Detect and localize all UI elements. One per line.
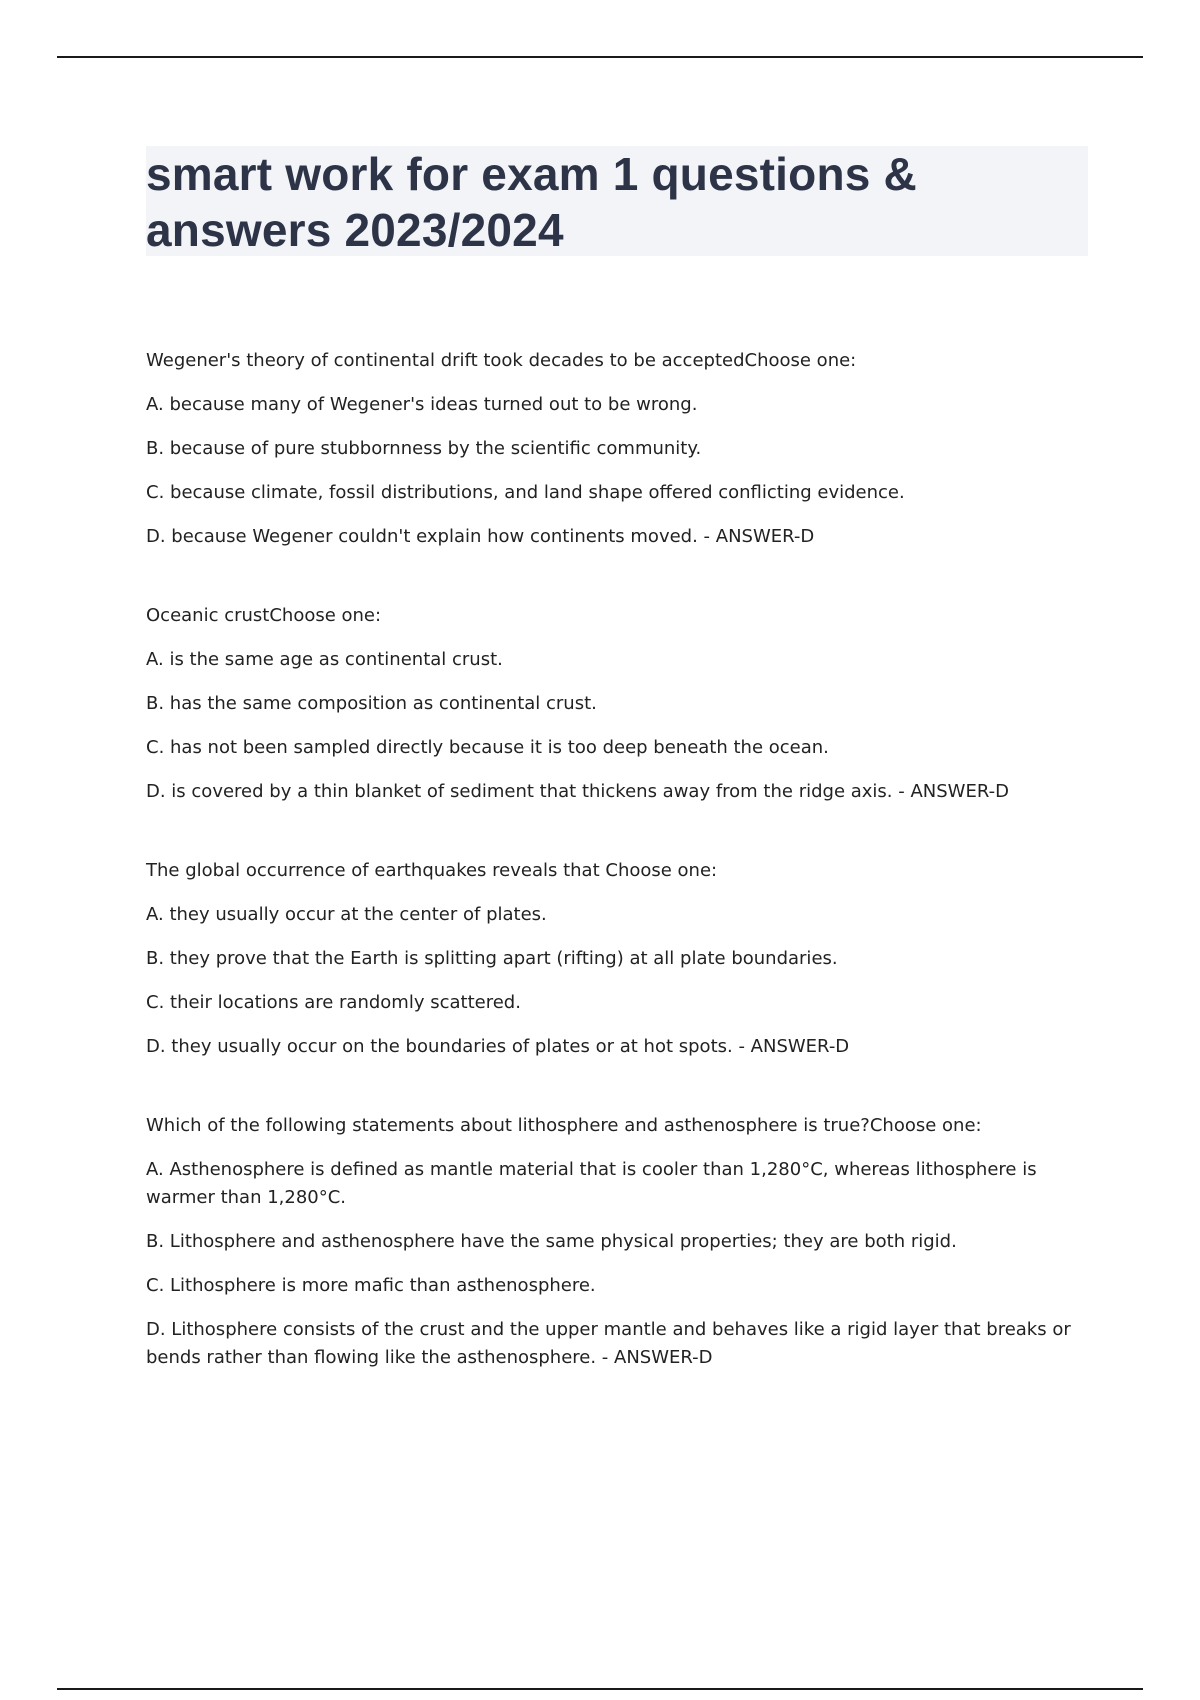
question-block — [146, 857, 1076, 1061]
question-block — [146, 602, 1076, 806]
answer-option-b: B. they prove that the Earth is splitting apart (rifting) at all plate boundaries. — [146, 948, 838, 969]
answer-option-a: A. they usually occur at the center of plates. — [146, 904, 547, 925]
bottom-rule — [57, 1688, 1143, 1690]
answer-option-a: A. because many of Wegener's ideas turned out to be wrong. — [146, 394, 698, 415]
question-block — [146, 1112, 1076, 1372]
answer-option-c: C. has not been sampled directly because it is too deep beneath the ocean. — [146, 737, 829, 758]
answer-option-a: A. Asthenosphere is defined as mantle material that is cooler than 1,280°C, whereas lithosphere is warmer than 1,280°C. — [146, 1159, 1037, 1208]
answer-option-b: B. has the same composition as continental crust. — [146, 693, 597, 714]
page-title: smart work for exam 1 questions & answers 2023/2024 — [146, 148, 917, 256]
question-list — [146, 347, 1076, 1423]
question-prompt: Wegener's theory of continental drift took decades to be acceptedChoose one: — [146, 350, 857, 371]
answer-option-d: D. they usually occur on the boundaries of plates or at hot spots. - ANSWER-D — [146, 1036, 850, 1057]
answer-option-d: D. because Wegener couldn't explain how continents moved. - ANSWER-D — [146, 526, 815, 547]
answer-option-a: A. is the same age as continental crust. — [146, 649, 503, 670]
answer-option-d: D. is covered by a thin blanket of sediment that thickens away from the ridge axis. - ANSWER-D — [146, 781, 1009, 802]
answer-option-b: B. because of pure stubbornness by the scientific community. — [146, 438, 702, 459]
answer-option-c: C. their locations are randomly scattered. — [146, 992, 521, 1013]
question-prompt: Which of the following statements about lithosphere and asthenosphere is true?Choose one: — [146, 1115, 982, 1136]
answer-option-c: C. because climate, fossil distributions, and land shape offered conflicting evidence. — [146, 482, 905, 503]
question-prompt: The global occurrence of earthquakes reveals that Choose one: — [146, 860, 718, 881]
title-block — [146, 146, 1088, 256]
answer-option-b: B. Lithosphere and asthenosphere have the same physical properties; they are both rigid. — [146, 1231, 957, 1252]
top-rule — [57, 56, 1143, 58]
question-prompt: Oceanic crustChoose one: — [146, 605, 382, 626]
answer-option-c: C. Lithosphere is more mafic than asthenosphere. — [146, 1275, 596, 1296]
question-block — [146, 347, 1076, 551]
answer-option-d: D. Lithosphere consists of the crust and the upper mantle and behaves like a rigid layer that breaks or bends rather than flowing like the asthenosphere. - ANSWER-D — [146, 1319, 1071, 1368]
